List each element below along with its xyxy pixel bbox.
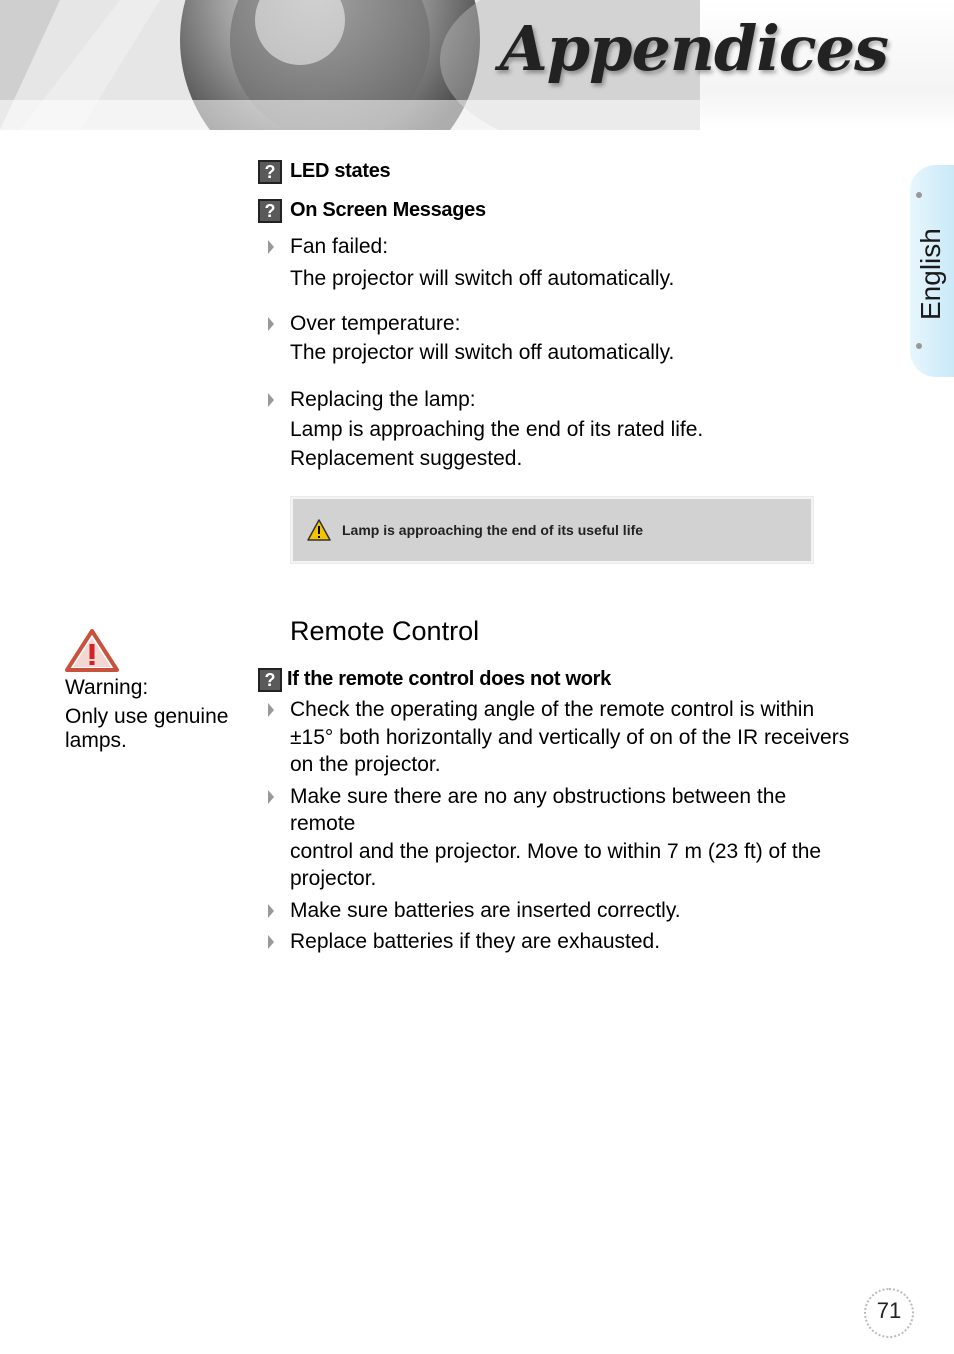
warning-label: Warning:	[65, 676, 149, 699]
warning-sign-icon	[64, 628, 120, 674]
warning-triangle-icon	[307, 519, 331, 541]
bullet-arrow-icon	[268, 317, 274, 331]
osd-message-text: Lamp is approaching the end of its useful life	[342, 522, 644, 538]
osd-heading: On Screen Messages	[290, 199, 486, 221]
osd-item-line: Lamp is approaching the end of its rated life.	[290, 418, 704, 441]
language-label: English	[915, 228, 946, 320]
header-banner	[0, 0, 954, 130]
osd-item-title: Replacing the lamp:	[290, 388, 476, 411]
question-mark-icon: ?	[258, 668, 282, 692]
remote-item-line: ±15° both horizontally and vertically of on of the IR receivers	[290, 726, 850, 749]
remote-heading: If the remote control does not work	[287, 668, 611, 690]
warning-line: lamps.	[65, 729, 127, 752]
tab-dot-top	[916, 192, 922, 198]
tab-dot-bottom	[916, 343, 922, 349]
remote-item-line: projector.	[290, 867, 377, 890]
bullet-arrow-icon	[268, 935, 274, 949]
remote-item-line: control and the projector. Move to within 7 m (23 ft) of the	[290, 840, 822, 863]
bullet-arrow-icon	[268, 240, 274, 254]
page-title: Appendices	[499, 12, 888, 85]
warning-line: Only use genuine	[65, 705, 229, 728]
osd-item-title: Fan failed:	[290, 235, 389, 258]
remote-item-line: Replace batteries if they are exhausted.	[290, 930, 661, 953]
remote-item-line: on the projector.	[290, 753, 441, 776]
remote-item-line: Make sure batteries are inserted correctly.	[290, 899, 681, 922]
bullet-arrow-icon	[268, 790, 274, 804]
bullet-arrow-icon	[268, 703, 274, 717]
osd-item-title: Over temperature:	[290, 312, 461, 335]
question-mark-icon: ?	[258, 199, 282, 223]
osd-item-line: The projector will switch off automatically.	[290, 267, 675, 290]
bullet-arrow-icon	[268, 904, 274, 918]
remote-item-line: remote	[290, 812, 356, 835]
remote-item-line: Check the operating angle of the remote control is within	[290, 698, 815, 721]
led-states-heading: LED states	[290, 160, 391, 182]
section-title: Remote Control	[290, 616, 480, 646]
bullet-arrow-icon	[268, 393, 274, 407]
osd-item-line: The projector will switch off automatically.	[290, 341, 675, 364]
page-number: 71	[876, 1298, 902, 1323]
remote-item-line: Make sure there are no any obstructions between the	[290, 785, 787, 808]
question-mark-icon: ?	[258, 160, 282, 184]
osd-item-line: Replacement suggested.	[290, 447, 523, 470]
